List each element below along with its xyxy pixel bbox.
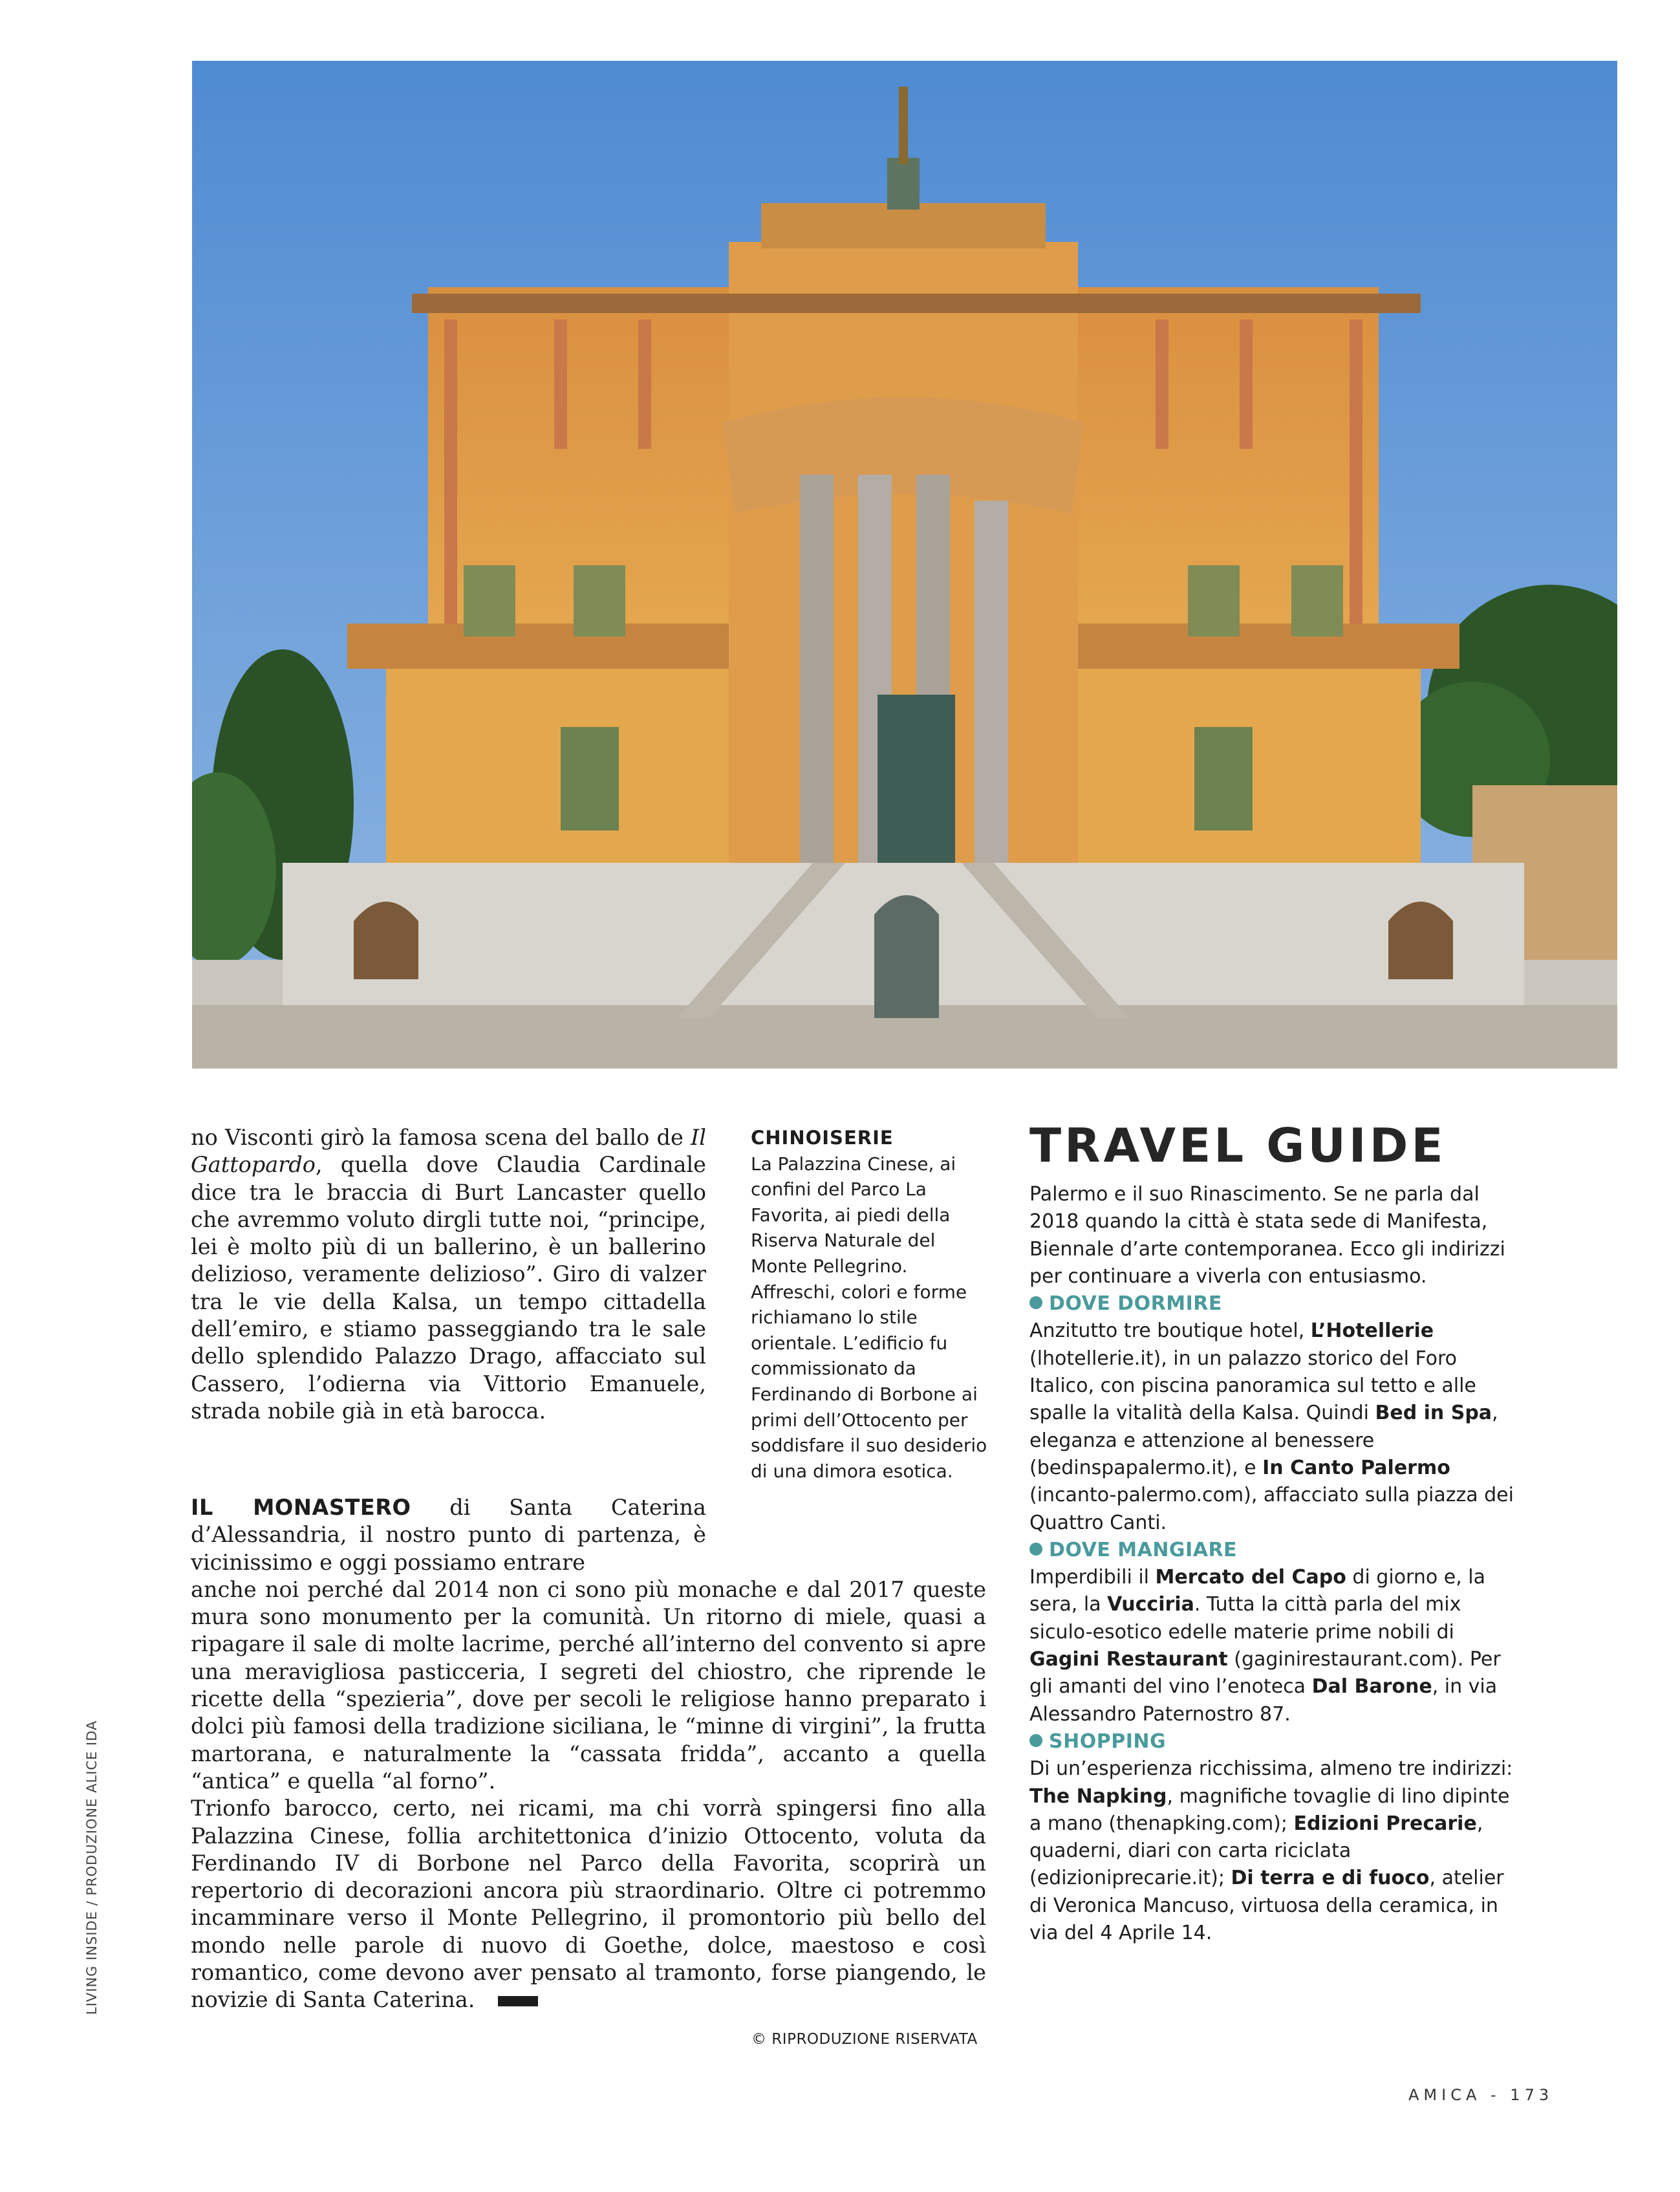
film-title: Il Gattopardo: [191, 1125, 706, 1178]
paragraph-lead: IL MONASTERO: [191, 1495, 411, 1520]
guide-text: , eleganza e attenzione al benessere (bedinspapalermo.it), e: [1029, 1402, 1498, 1479]
article-paragraph-2: [191, 1494, 706, 1576]
article-column-top: [191, 1124, 706, 1425]
guide-text: (lhotellerie.it), in un palazzo storico del Foro Italico, con piscina panoramica sul tetto e alle spalle la vitalità della Kalsa. Quindi: [1029, 1347, 1476, 1425]
bullet-icon: [1029, 1296, 1042, 1309]
article-column-main: [191, 1494, 986, 2014]
guide-text: . Tutta la città parla del mix siculo-esotico edelle materie prime nobili di: [1029, 1593, 1461, 1644]
venue-name: In Canto Palermo: [1262, 1456, 1450, 1479]
article-text: Trionfo barocco, certo, nei ricami, ma chi vorrà spingersi fino alla Palazzina Cinese, follia architettonica d’inizio Ottocento, voluta da Ferdinando IV di Borbone nel Parco della Favorita, scoprirà un repertorio di decorazioni ancora più straordinario. Oltre ci potremmo incamminare verso il Monte Pellegrino, il promontorio più bello del mondo nelle parole di nuovo di Goethe, dolce, maestoso e così romantico, come devono aver pensato al tramonto, forse piangendo, le novizie di Santa Caterina.: [191, 1796, 986, 2013]
travel-guide: [1029, 1116, 1521, 1947]
caption-text: La Palazzina Cinese, ai confini del Parco La Favorita, ai piedi della Riserva Naturale del Monte Pellegrino. Affreschi, colori e forme richiamano lo stile orientale. L’edificio fu commissionato da Ferdinando di Borbone ai primi dell’Ottocento per soddisfare il suo desiderio di una dimora esotica.: [751, 1153, 987, 1482]
building-photo-icon: [192, 61, 1617, 1069]
section-body-shopping: [1029, 1755, 1521, 1947]
guide-text: (incanto-palermo.com), affacciato sulla piazza dei Quattro Canti.: [1029, 1484, 1514, 1534]
section-body-dormire: [1029, 1318, 1521, 1536]
photo-credit: LIVING INSIDE / PRODUZIONE ALICE IDA: [84, 1720, 100, 2015]
page-folio: AMICA - 173: [1408, 2086, 1554, 2104]
article-paragraph-3: [191, 1795, 986, 2013]
venue-name: Dal Barone: [1311, 1675, 1432, 1698]
section-heading-text: SHOPPING: [1049, 1730, 1167, 1753]
guide-text: , atelier di Veronica Mancuso, virtuosa della ceramica, in via del 4 Aprile 14.: [1029, 1867, 1504, 1945]
photo-caption: [751, 1125, 996, 1484]
hero-photo: [192, 61, 1617, 1069]
article-paragraph-2-cont: anche noi perché dal 2014 non ci sono più monache e dal 2017 queste mura sono monumento per la comunità. Un ritorno di miele, quasi a ripagare il sale di molte lacrime, perché all’interno del convento si apre una meravigliosa pasticceria, I segreti del chiostro, che riprende le ricette della “spezieria”, dove per secoli le religiose hanno preparato i dolci più famosi della tradizione siciliana, le “minne di virgini”, la frutta martorana, e naturalmente la “cassata fridda”, accanto a quella “antica” e quella “al forno”.: [191, 1576, 986, 1794]
article-text: no Visconti girò la famosa scena del ballo de: [191, 1125, 691, 1150]
article-text: , quella dove Claudia Cardinale dice tra le braccia di Burt Lancaster quello che avremmo voluto dirgli tutte noi, “principe, lei è molto più di un ballerino, è un ballerino delizioso, veramente delizioso”. Giro di valzer tra le vie della Kalsa, un tempo cittadella dell’emiro, e stiamo passeggiando tra le sale dello splendido Palazzo Drago, affacciato sul Cassero, l’odierna via Vittorio Emanuele, strada nobile già in età barocca.: [191, 1152, 706, 1424]
guide-text: , magnifiche tovaglie di lino dipinte a mano (thenapking.com);: [1029, 1785, 1510, 1835]
venue-name: Bed in Spa: [1375, 1402, 1492, 1425]
guide-text: di giorno e, la sera, la: [1029, 1566, 1486, 1616]
guide-title: TRAVEL GUIDE: [1029, 1118, 1447, 1173]
article-paragraph-1: [191, 1124, 706, 1425]
guide-text: , quaderni, diari con carta riciclata (edizioniprecarie.it);: [1029, 1812, 1483, 1890]
venue-name: The Napking: [1029, 1785, 1167, 1808]
section-heading-text: DOVE MANGIARE: [1049, 1538, 1238, 1561]
section-heading-mangiare: [1029, 1537, 1521, 1564]
venue-name: L’Hotellerie: [1310, 1319, 1434, 1343]
article-text: di Santa Caterina d’Alessandria, il nostro punto di partenza, è vicinissimo e oggi possiamo entrare: [191, 1495, 706, 1575]
bullet-icon: [1029, 1543, 1042, 1556]
guide-text: Di un’esperienza ricchissima, almeno tre indirizzi:: [1029, 1757, 1513, 1781]
guide-text: , in via Alessandro Paternostro 87.: [1029, 1675, 1498, 1726]
guide-text: Imperdibili il: [1029, 1566, 1156, 1589]
venue-name: Gagini Restaurant: [1029, 1648, 1228, 1671]
section-heading-shopping: [1029, 1728, 1521, 1755]
section-heading-dormire: [1029, 1290, 1521, 1318]
caption-title: CHINOISERIE: [751, 1127, 894, 1149]
section-heading-text: DOVE DORMIRE: [1049, 1292, 1222, 1316]
copyright-notice: © RIPRODUZIONE RISERVATA: [751, 2031, 978, 2048]
end-mark: [498, 1996, 538, 2006]
venue-name: Di terra e di fuoco: [1231, 1867, 1430, 1890]
bullet-icon: [1029, 1734, 1042, 1747]
section-body-mangiare: [1029, 1564, 1521, 1728]
guide-intro: Palermo e il suo Rinascimento. Se ne parla dal 2018 quando la città è stata sede di Manifesta, Biennale d’arte contemporanea. Ecco gli indirizzi per continuare a viverla con entusiasmo.: [1029, 1183, 1505, 1288]
guide-text: Anzitutto tre boutique hotel,: [1029, 1319, 1311, 1343]
guide-text: (gaginirestaurant.com). Per gli amanti del vino l’enoteca: [1029, 1648, 1501, 1698]
venue-name: Mercato del Capo: [1155, 1566, 1346, 1589]
venue-name: Edizioni Precarie: [1293, 1812, 1477, 1835]
venue-name: Vucciria: [1107, 1593, 1194, 1616]
